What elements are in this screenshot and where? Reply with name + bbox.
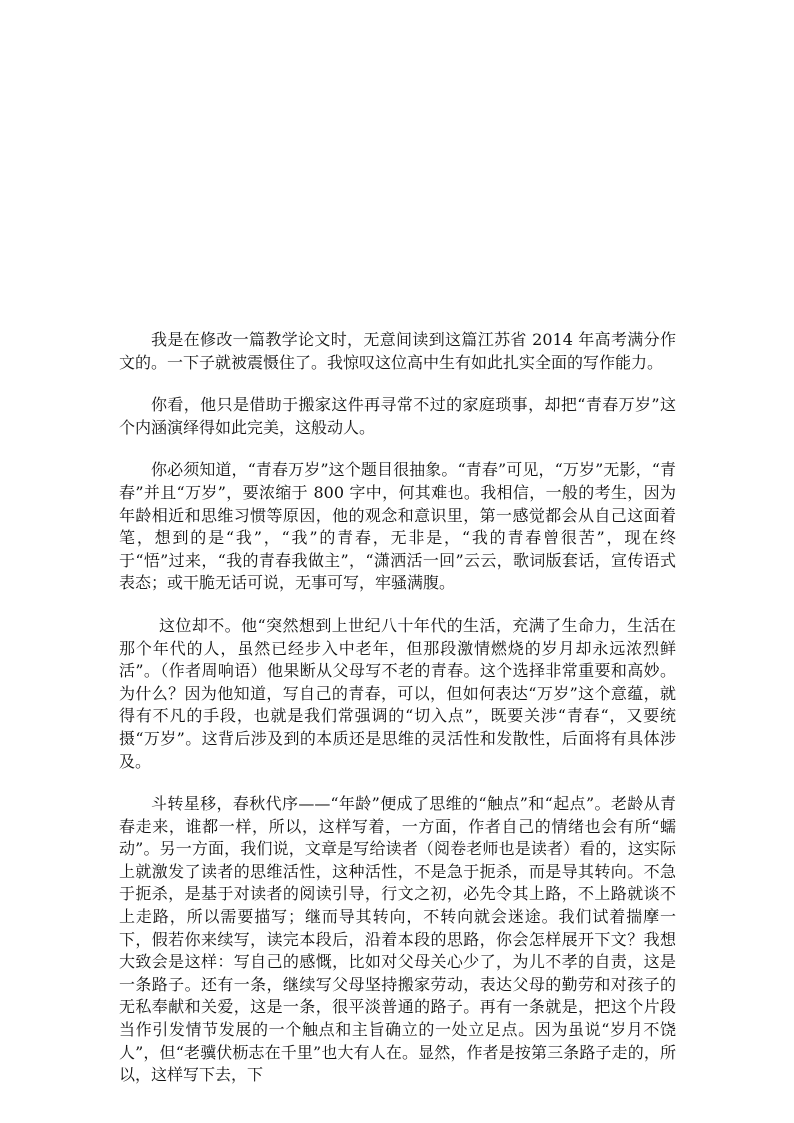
paragraph-3: 你必须知道，“青春万岁”这个题目很抽象。“青春”可见，“万岁”无影，“青春”并且“万岁”，要浓缩于 800 字中，何其难也。我相信，一般的考生，因为年龄相近和思维习惯等原因，他的观念和意识里，第一感觉都会从自己这面着笔，想到的是“我”，“我”的青春，无非是，“我的青春曾很苦”，现在终于“悟”过来，“我的青春我做主”，“潇洒活一回”云云，歌词版套话，宣传语式表态；或干脆无话可说，无事可写，牢骚满腹。: [119, 460, 676, 593]
paragraph-1: 我是在修改一篇教学论文时，无意间读到这篇江苏省 2014 年高考满分作文的。一下子就被震慑住了。我惊叹这位高中生有如此扎实全面的写作能力。: [119, 330, 676, 372]
paragraph-4: 这位却不。他“突然想到上世纪八十年代的生活，充满了生命力，生活在那个年代的人，虽然已经步入中老年，但那段激情燃烧的岁月却永远浓烈鲜活”。（作者周响语）他果断从父母写不老的青春。这个选择非常重要和高妙。为什么？因为他知道，写自己的青春，可以，但如何表达“万岁”这个意蕴，就得有不凡的手段，也就是我们常强调的“切入点”，既要关涉“青春“，又要统摄“万岁”。这背后涉及到的本质还是思维的灵活性和发散性，后面将有具体涉及。: [119, 615, 676, 771]
paragraph-2: 你看，他只是借助于搬家这件再寻常不过的家庭琐事，却把“青春万岁”这个内涵演绎得如此完美，这般动人。: [119, 395, 676, 437]
paragraph-5: 斗转星移，春秋代序——“年龄”便成了思维的“触点”和“起点”。老龄从青春走来，谁都一样，所以，这样写着，一方面，作者自己的情绪也会有所“蠕动”。另一方面，我们说，文章是写给读者（阅卷老师也是读者）看的，这实际上就激发了读者的思维活性，这种活性，不是急于扼杀，而是导其转向。不急于扼杀，是基于对读者的阅读引导，行文之初，必先令其上路，不上路就谈不上走路，所以需要描写；继而导其转向，不转向就会迷途。我们试着揣摩一下，假若你来续写，读完本段后，沿着本段的思路，你会怎样展开下文？我想大致会是这样：写自己的感慨，比如对父母关心少了，为儿不孝的自责，这是一条路子。还有一条，继续写父母坚持搬家劳动，表达父母的勤劳和对孩子的无私奉献和关爱，这是一条，很平淡普通的路子。再有一条就是，把这个片段当作引发情节发展的一个触点和主旨确立的一处立足点。因为虽说“岁月不饶人”，但“老骥伏枥志在千里”也大有人在。显然，作者是按第三条路子走的，所以，这样写下去，下: [119, 794, 676, 1085]
document-body: [119, 329, 676, 1107]
